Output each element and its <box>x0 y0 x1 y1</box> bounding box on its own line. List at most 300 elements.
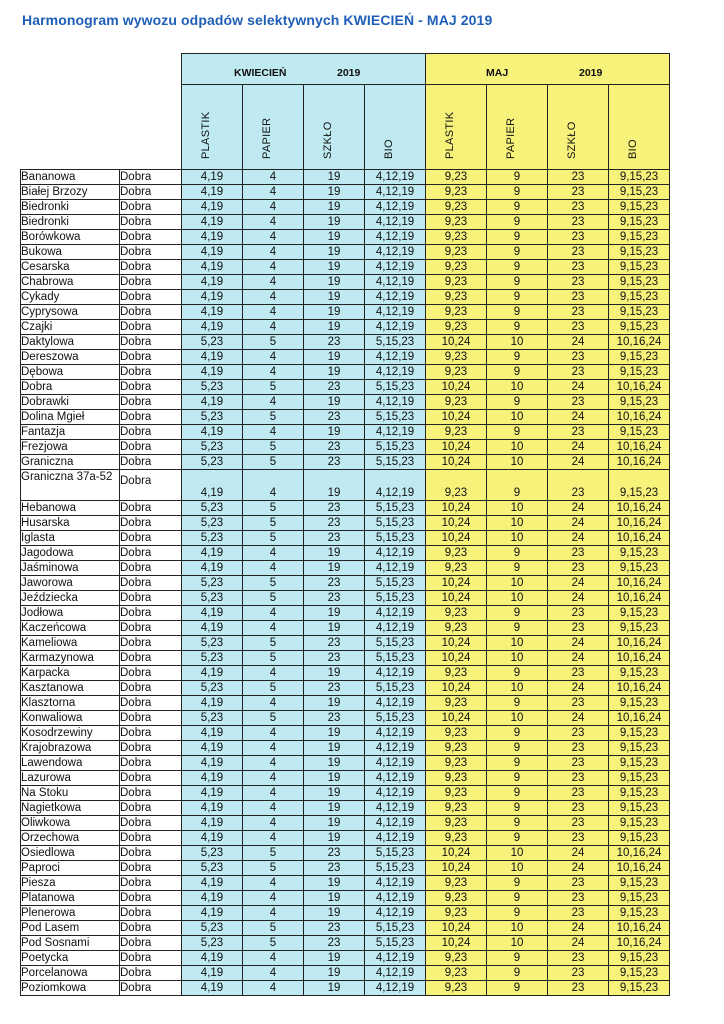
date-cell: 23 <box>548 666 609 681</box>
street-cell: Kosodrzewiny <box>21 726 120 741</box>
date-cell: 23 <box>548 470 609 501</box>
date-cell: 4,12,19 <box>365 170 426 185</box>
date-cell: 5,15,23 <box>365 440 426 455</box>
date-cell: 9,15,23 <box>609 831 670 846</box>
date-cell: 5,23 <box>182 410 243 425</box>
date-cell: 9,23 <box>426 546 487 561</box>
date-cell: 4,19 <box>182 876 243 891</box>
date-cell: 9,23 <box>426 696 487 711</box>
date-cell: 19 <box>304 245 365 260</box>
date-cell: 19 <box>304 320 365 335</box>
date-cell: 9,23 <box>426 230 487 245</box>
date-cell: 9 <box>487 260 548 275</box>
date-cell: 19 <box>304 561 365 576</box>
table-row <box>21 921 670 936</box>
date-cell: 10,24 <box>426 921 487 936</box>
date-cell: 10,16,24 <box>609 681 670 696</box>
date-cell: 9,15,23 <box>609 215 670 230</box>
date-cell: 9,23 <box>426 185 487 200</box>
street-cell: Jodłowa <box>21 606 120 621</box>
table-row <box>21 591 670 606</box>
date-cell: 9,23 <box>426 305 487 320</box>
date-cell: 23 <box>548 230 609 245</box>
date-cell: 5,15,23 <box>365 380 426 395</box>
street-cell: Jaśminowa <box>21 561 120 576</box>
date-cell: 23 <box>304 440 365 455</box>
area-cell: Dobra <box>120 501 182 516</box>
area-cell: Dobra <box>120 981 182 996</box>
date-cell: 9 <box>487 726 548 741</box>
date-cell: 23 <box>548 245 609 260</box>
date-cell: 9,15,23 <box>609 305 670 320</box>
table-row <box>21 576 670 591</box>
date-cell: 4,12,19 <box>365 891 426 906</box>
table-row <box>21 876 670 891</box>
date-cell: 10,16,24 <box>609 531 670 546</box>
date-cell: 4,12,19 <box>365 696 426 711</box>
area-cell: Dobra <box>120 170 182 185</box>
street-cell: Czajki <box>21 320 120 335</box>
date-cell: 10 <box>487 516 548 531</box>
street-cell: Frezjowa <box>21 440 120 455</box>
street-cell: Iglasta <box>21 531 120 546</box>
date-cell: 9,23 <box>426 425 487 440</box>
date-cell: 4,12,19 <box>365 185 426 200</box>
date-cell: 4,19 <box>182 230 243 245</box>
date-cell: 5 <box>243 335 304 350</box>
table-row <box>21 966 670 981</box>
date-cell: 4 <box>243 726 304 741</box>
date-cell: 4,19 <box>182 906 243 921</box>
street-cell: Lawendowa <box>21 756 120 771</box>
date-cell: 10,16,24 <box>609 440 670 455</box>
area-cell: Dobra <box>120 320 182 335</box>
date-cell: 5,15,23 <box>365 501 426 516</box>
date-cell: 4 <box>243 305 304 320</box>
date-cell: 9,15,23 <box>609 470 670 501</box>
table-row <box>21 501 670 516</box>
area-cell: Dobra <box>120 395 182 410</box>
street-cell: Poetycka <box>21 951 120 966</box>
date-cell: 5 <box>243 501 304 516</box>
street-cell: Orzechowa <box>21 831 120 846</box>
date-cell: 24 <box>548 410 609 425</box>
date-cell: 9 <box>487 215 548 230</box>
date-cell: 4 <box>243 771 304 786</box>
street-cell: Cykady <box>21 290 120 305</box>
date-cell: 4,19 <box>182 275 243 290</box>
date-cell: 23 <box>548 606 609 621</box>
area-cell: Dobra <box>120 831 182 846</box>
date-cell: 9,23 <box>426 831 487 846</box>
date-cell: 4,19 <box>182 786 243 801</box>
date-cell: 9 <box>487 425 548 440</box>
date-cell: 24 <box>548 516 609 531</box>
table-row <box>21 245 670 260</box>
date-cell: 24 <box>548 921 609 936</box>
date-cell: 10,16,24 <box>609 651 670 666</box>
date-cell: 5 <box>243 936 304 951</box>
date-cell: 5 <box>243 531 304 546</box>
date-cell: 4 <box>243 350 304 365</box>
date-cell: 4,19 <box>182 756 243 771</box>
date-cell: 23 <box>548 305 609 320</box>
date-cell: 4,12,19 <box>365 425 426 440</box>
category-header: BIO <box>365 85 426 170</box>
date-cell: 10,24 <box>426 440 487 455</box>
street-cell: Platanowa <box>21 891 120 906</box>
date-cell: 4 <box>243 966 304 981</box>
area-cell: Dobra <box>120 921 182 936</box>
date-cell: 5 <box>243 516 304 531</box>
date-cell: 5 <box>243 380 304 395</box>
date-cell: 4,12,19 <box>365 726 426 741</box>
area-cell: Dobra <box>120 410 182 425</box>
page-title: Harmonogram wywozu odpadów selektywnych KWIECIEŃ - MAJ 2019 <box>22 12 493 28</box>
table-row <box>21 636 670 651</box>
date-cell: 19 <box>304 786 365 801</box>
area-cell: Dobra <box>120 230 182 245</box>
date-cell: 10,16,24 <box>609 846 670 861</box>
date-cell: 19 <box>304 350 365 365</box>
street-cell: Daktylowa <box>21 335 120 350</box>
date-cell: 10 <box>487 846 548 861</box>
date-cell: 5 <box>243 410 304 425</box>
date-cell: 5,15,23 <box>365 936 426 951</box>
date-cell: 10,24 <box>426 936 487 951</box>
date-cell: 19 <box>304 230 365 245</box>
date-cell: 4,12,19 <box>365 606 426 621</box>
date-cell: 9,23 <box>426 290 487 305</box>
area-cell: Dobra <box>120 470 182 501</box>
area-cell: Dobra <box>120 200 182 215</box>
table-row <box>21 305 670 320</box>
date-cell: 19 <box>304 185 365 200</box>
street-cell: Chabrowa <box>21 275 120 290</box>
date-cell: 24 <box>548 380 609 395</box>
date-cell: 9 <box>487 365 548 380</box>
date-cell: 23 <box>548 546 609 561</box>
date-cell: 24 <box>548 335 609 350</box>
table-row <box>21 786 670 801</box>
date-cell: 23 <box>548 696 609 711</box>
date-cell: 9,15,23 <box>609 981 670 996</box>
date-cell: 9,23 <box>426 395 487 410</box>
table-row <box>21 771 670 786</box>
table-row <box>21 681 670 696</box>
date-cell: 9,15,23 <box>609 395 670 410</box>
category-header: BIO <box>609 85 670 170</box>
table-row <box>21 936 670 951</box>
date-cell: 9 <box>487 606 548 621</box>
date-cell: 5,15,23 <box>365 335 426 350</box>
date-cell: 9,23 <box>426 666 487 681</box>
table-row <box>21 741 670 756</box>
date-cell: 4,19 <box>182 801 243 816</box>
table-row <box>21 215 670 230</box>
date-cell: 4,12,19 <box>365 275 426 290</box>
date-cell: 23 <box>548 275 609 290</box>
date-cell: 4,12,19 <box>365 741 426 756</box>
date-cell: 10 <box>487 455 548 470</box>
date-cell: 9,15,23 <box>609 606 670 621</box>
category-header: SZKŁO <box>304 85 365 170</box>
date-cell: 4 <box>243 470 304 501</box>
date-cell: 4 <box>243 801 304 816</box>
date-cell: 4,12,19 <box>365 786 426 801</box>
street-cell: Paproci <box>21 861 120 876</box>
date-cell: 10 <box>487 335 548 350</box>
date-cell: 24 <box>548 501 609 516</box>
date-cell: 4,19 <box>182 170 243 185</box>
category-header: PAPIER <box>243 85 304 170</box>
date-cell: 10,16,24 <box>609 861 670 876</box>
date-cell: 10 <box>487 636 548 651</box>
table-row <box>21 440 670 455</box>
date-cell: 4 <box>243 230 304 245</box>
date-cell: 4,12,19 <box>365 546 426 561</box>
date-cell: 4 <box>243 621 304 636</box>
date-cell: 4,12,19 <box>365 305 426 320</box>
date-cell: 4,19 <box>182 831 243 846</box>
street-cell: Osiedlowa <box>21 846 120 861</box>
area-cell: Dobra <box>120 741 182 756</box>
table-row <box>21 726 670 741</box>
date-cell: 19 <box>304 726 365 741</box>
date-cell: 23 <box>304 861 365 876</box>
date-cell: 4,12,19 <box>365 230 426 245</box>
street-cell: Jagodowa <box>21 546 120 561</box>
date-cell: 5,23 <box>182 576 243 591</box>
date-cell: 9,15,23 <box>609 666 670 681</box>
table-row <box>21 380 670 395</box>
date-cell: 10,16,24 <box>609 711 670 726</box>
date-cell: 4,12,19 <box>365 395 426 410</box>
date-cell: 23 <box>548 876 609 891</box>
date-cell: 10,24 <box>426 591 487 606</box>
date-cell: 19 <box>304 215 365 230</box>
date-cell: 4 <box>243 891 304 906</box>
date-cell: 4 <box>243 245 304 260</box>
date-cell: 24 <box>548 636 609 651</box>
date-cell: 19 <box>304 470 365 501</box>
date-cell: 9,15,23 <box>609 801 670 816</box>
month-name: MAJ <box>486 67 509 79</box>
date-cell: 5,15,23 <box>365 410 426 425</box>
date-cell: 9 <box>487 906 548 921</box>
date-cell: 5,23 <box>182 711 243 726</box>
date-cell: 5,15,23 <box>365 846 426 861</box>
date-cell: 23 <box>548 816 609 831</box>
date-cell: 9 <box>487 185 548 200</box>
date-cell: 4,12,19 <box>365 801 426 816</box>
date-cell: 19 <box>304 395 365 410</box>
date-cell: 9 <box>487 666 548 681</box>
area-cell: Dobra <box>120 771 182 786</box>
date-cell: 9,15,23 <box>609 966 670 981</box>
date-cell: 19 <box>304 365 365 380</box>
date-cell: 4 <box>243 876 304 891</box>
date-cell: 9,23 <box>426 260 487 275</box>
date-cell: 24 <box>548 591 609 606</box>
date-cell: 4,12,19 <box>365 561 426 576</box>
table-row <box>21 230 670 245</box>
street-cell: Karpacka <box>21 666 120 681</box>
date-cell: 5 <box>243 861 304 876</box>
month-header-april <box>182 54 426 85</box>
date-cell: 9,15,23 <box>609 546 670 561</box>
date-cell: 4,12,19 <box>365 320 426 335</box>
date-cell: 4 <box>243 981 304 996</box>
date-cell: 9 <box>487 170 548 185</box>
date-cell: 23 <box>548 350 609 365</box>
date-cell: 19 <box>304 606 365 621</box>
street-cell: Cyprysowa <box>21 305 120 320</box>
date-cell: 23 <box>548 320 609 335</box>
date-cell: 4,19 <box>182 726 243 741</box>
date-cell: 4,12,19 <box>365 966 426 981</box>
area-cell: Dobra <box>120 696 182 711</box>
date-cell: 19 <box>304 981 365 996</box>
date-cell: 5 <box>243 846 304 861</box>
date-cell: 4 <box>243 170 304 185</box>
date-cell: 9,23 <box>426 966 487 981</box>
street-cell: Konwaliowa <box>21 711 120 726</box>
date-cell: 5,23 <box>182 846 243 861</box>
date-cell: 5 <box>243 681 304 696</box>
date-cell: 10 <box>487 921 548 936</box>
date-cell: 9,15,23 <box>609 350 670 365</box>
date-cell: 5,23 <box>182 335 243 350</box>
table-row <box>21 861 670 876</box>
date-cell: 5 <box>243 591 304 606</box>
date-cell: 9,23 <box>426 906 487 921</box>
date-cell: 4,12,19 <box>365 470 426 501</box>
date-cell: 9,23 <box>426 741 487 756</box>
date-cell: 5,15,23 <box>365 455 426 470</box>
date-cell: 10,24 <box>426 516 487 531</box>
date-cell: 5 <box>243 711 304 726</box>
date-cell: 9,23 <box>426 756 487 771</box>
area-cell: Dobra <box>120 876 182 891</box>
area-cell: Dobra <box>120 335 182 350</box>
date-cell: 9,15,23 <box>609 741 670 756</box>
date-cell: 9 <box>487 230 548 245</box>
table-row <box>21 200 670 215</box>
table-row <box>21 470 670 501</box>
date-cell: 23 <box>548 170 609 185</box>
date-cell: 9 <box>487 756 548 771</box>
date-cell: 5,23 <box>182 531 243 546</box>
date-cell: 5,23 <box>182 636 243 651</box>
date-cell: 23 <box>548 786 609 801</box>
date-cell: 4,19 <box>182 425 243 440</box>
date-cell: 10,24 <box>426 651 487 666</box>
date-cell: 9,15,23 <box>609 621 670 636</box>
area-cell: Dobra <box>120 666 182 681</box>
area-cell: Dobra <box>120 516 182 531</box>
date-cell: 9,23 <box>426 951 487 966</box>
area-cell: Dobra <box>120 651 182 666</box>
date-cell: 24 <box>548 711 609 726</box>
date-cell: 10,24 <box>426 846 487 861</box>
date-cell: 23 <box>548 200 609 215</box>
date-cell: 9 <box>487 561 548 576</box>
date-cell: 19 <box>304 290 365 305</box>
table-row <box>21 410 670 425</box>
date-cell: 23 <box>548 951 609 966</box>
date-cell: 4 <box>243 275 304 290</box>
date-cell: 9 <box>487 621 548 636</box>
date-cell: 5,15,23 <box>365 861 426 876</box>
date-cell: 9,15,23 <box>609 816 670 831</box>
street-cell: Oliwkowa <box>21 816 120 831</box>
date-cell: 4,19 <box>182 981 243 996</box>
date-cell: 5,15,23 <box>365 531 426 546</box>
area-cell: Dobra <box>120 531 182 546</box>
street-cell: Dereszowa <box>21 350 120 365</box>
date-cell: 9 <box>487 951 548 966</box>
street-cell: Lazurowa <box>21 771 120 786</box>
date-cell: 23 <box>304 591 365 606</box>
date-cell: 24 <box>548 861 609 876</box>
date-cell: 23 <box>548 215 609 230</box>
month-name: KWIECIEŃ <box>234 67 287 79</box>
date-cell: 24 <box>548 531 609 546</box>
date-cell: 9 <box>487 741 548 756</box>
date-cell: 4,12,19 <box>365 621 426 636</box>
date-cell: 19 <box>304 170 365 185</box>
date-cell: 4,19 <box>182 365 243 380</box>
date-cell: 10 <box>487 531 548 546</box>
date-cell: 9,15,23 <box>609 786 670 801</box>
date-cell: 24 <box>548 440 609 455</box>
date-cell: 9 <box>487 470 548 501</box>
street-cell: Poziomkowa <box>21 981 120 996</box>
date-cell: 23 <box>304 846 365 861</box>
date-cell: 23 <box>304 936 365 951</box>
date-cell: 9 <box>487 831 548 846</box>
date-cell: 9,23 <box>426 816 487 831</box>
area-cell: Dobra <box>120 576 182 591</box>
table-row <box>21 425 670 440</box>
date-cell: 23 <box>548 395 609 410</box>
date-cell: 4 <box>243 185 304 200</box>
date-cell: 9,15,23 <box>609 425 670 440</box>
date-cell: 24 <box>548 681 609 696</box>
area-cell: Dobra <box>120 951 182 966</box>
date-cell: 4,19 <box>182 816 243 831</box>
date-cell: 4,12,19 <box>365 215 426 230</box>
street-cell: Porcelanowa <box>21 966 120 981</box>
date-cell: 9,15,23 <box>609 696 670 711</box>
date-cell: 10 <box>487 410 548 425</box>
date-cell: 23 <box>304 636 365 651</box>
street-cell: Kameliowa <box>21 636 120 651</box>
date-cell: 5,23 <box>182 455 243 470</box>
date-cell: 9,15,23 <box>609 320 670 335</box>
table-row <box>21 516 670 531</box>
date-cell: 5,23 <box>182 516 243 531</box>
date-cell: 24 <box>548 936 609 951</box>
date-cell: 9,23 <box>426 891 487 906</box>
date-cell: 23 <box>304 410 365 425</box>
date-cell: 19 <box>304 876 365 891</box>
date-cell: 24 <box>548 846 609 861</box>
table-row <box>21 711 670 726</box>
date-cell: 4 <box>243 756 304 771</box>
street-cell: Graniczna 37a-52 <box>21 470 120 501</box>
